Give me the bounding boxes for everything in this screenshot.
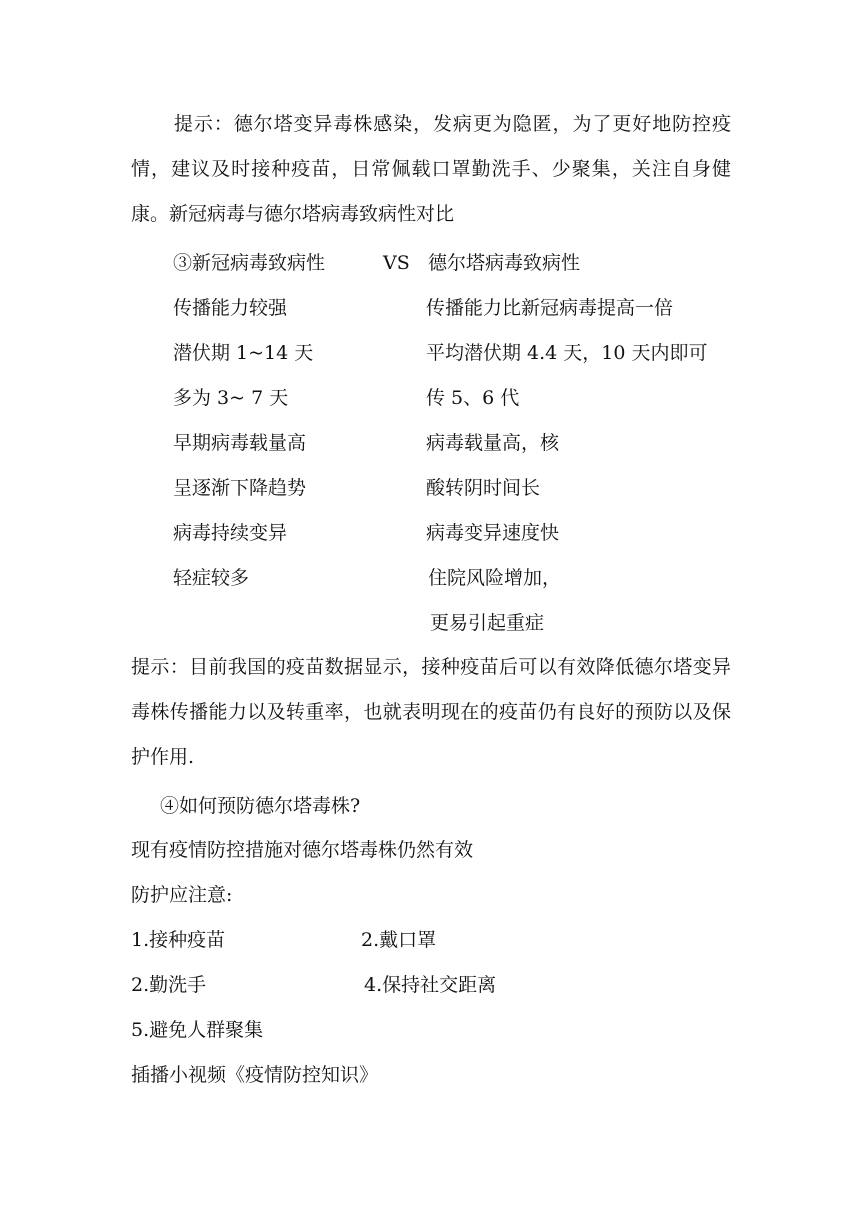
protection-label: 防护应注意: (131, 884, 233, 906)
compare-right-item: 传 5、6 代 (426, 387, 520, 409)
hint-2-text: 提示：目前我国的疫苗数据显示，接种疫苗后可以有效降低德尔塔变异毒株传播能力以及转重率，也就表明现在的疫苗仍有良好的预防以及保护作用. (131, 656, 731, 768)
compare-right-item: 传播能力比新冠病毒提高一倍 (426, 297, 674, 319)
compare-left-item: 早期病毒载量高 (173, 432, 307, 454)
compare-left-title: ③新冠病毒致病性 (173, 252, 326, 274)
measures-intro: 现有疫情防控措施对德尔塔毒株仍然有效 (131, 839, 474, 861)
compare-left-item: 呈逐渐下降趋势 (173, 477, 307, 499)
compare-vs: VS (383, 252, 410, 274)
hint-1-text: 提示：德尔塔变异毒株感染，发病更为隐匿，为了更好地防控疫情，建议及时接种疫苗，日常佩载口罩勤洗手、少聚集，关注自身健康。新冠病毒与德尔塔病毒致病性对比 (131, 113, 731, 225)
compare-left-item: 潜伏期 1~14 天 (173, 342, 314, 364)
hint-paragraph-2 (131, 645, 731, 780)
protection-item: 1.接种疫苗 (131, 929, 226, 951)
compare-right-item: 平均潜伏期 4.4 天，10 天内即可 (426, 342, 708, 364)
compare-left-item: 病毒持续变异 (173, 522, 288, 544)
compare-right-title: 德尔塔病毒致病性 (428, 252, 581, 274)
question-4: ④如何预防德尔塔毒株? (160, 795, 361, 817)
compare-right-item: 病毒变异速度快 (426, 522, 560, 544)
compare-right-item: 病毒载量高，核 (426, 432, 560, 454)
protection-item: 2.戴口罩 (361, 929, 437, 951)
compare-right-item: 更易引起重症 (430, 612, 545, 634)
compare-left-item: 传播能力较强 (173, 297, 288, 319)
protection-item: 5.避免人群聚集 (131, 1019, 264, 1041)
compare-left-item: 轻症较多 (173, 567, 250, 589)
video-note: 插播小视频《疫情防控知识》 (131, 1064, 379, 1086)
compare-right-item: 酸转阴时间长 (426, 477, 541, 499)
protection-item: 4.保持社交距离 (364, 974, 497, 996)
hint-paragraph-1 (131, 102, 731, 237)
compare-right-item: 住院风险增加， (428, 567, 562, 589)
compare-left-item: 多为 3~ 7 天 (173, 387, 289, 409)
protection-item: 2.勤洗手 (131, 974, 207, 996)
